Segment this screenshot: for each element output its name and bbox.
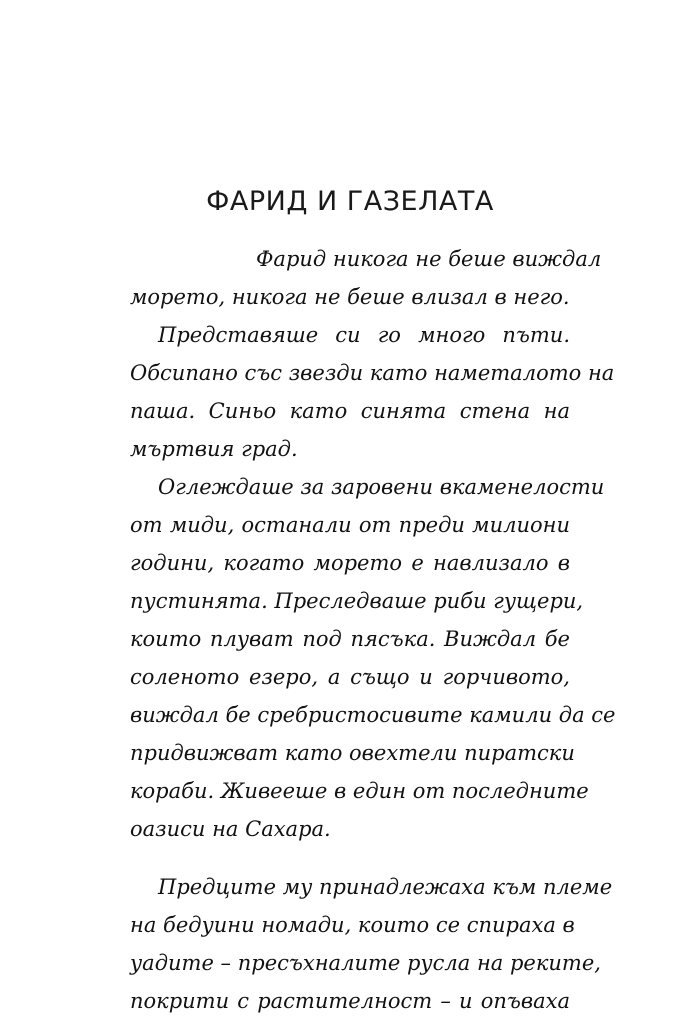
text-line: виждал бе сребристосивите камили да се	[130, 703, 616, 727]
paragraph	[130, 468, 616, 848]
text-line: придвижват като овехтели пиратски	[130, 741, 575, 765]
text-line: соленото езеро, а също и горчивото,	[130, 665, 570, 689]
text-line: Фарид никога не беше виждал	[256, 247, 602, 271]
section-break	[130, 848, 570, 868]
text-line: Обсипано със звезди като наметалото на	[130, 361, 615, 385]
text-line: уадите – пресъхналите русла на реките,	[130, 951, 601, 975]
text-line: морето, никога не беше влизал в него.	[130, 285, 570, 309]
text-line: покрити с растителност – и опъваха	[130, 989, 570, 1013]
paragraph	[130, 868, 613, 1020]
paragraph	[130, 240, 602, 316]
text-line: паша. Синьо като синята стена на	[130, 399, 570, 423]
paragraph	[130, 316, 615, 468]
body-text	[130, 240, 616, 1020]
text-line: Представяше си го много пъти.	[158, 323, 570, 347]
chapter-title: ФАРИД И ГАЗЕЛАТА	[206, 186, 494, 217]
text-line: Предците му принадлежаха към племе	[158, 875, 613, 899]
text-line: от миди, останали от преди милиони	[130, 513, 570, 537]
text-line: кораби. Живееше в един от последните	[130, 779, 589, 803]
text-line: пустинята. Преследваше риби гущери,	[130, 589, 584, 613]
text-line: Оглеждаше за заровени вкаменелости	[158, 475, 605, 499]
text-line: мъртвия град.	[130, 437, 298, 461]
text-line: които плуват под пясъка. Виждал бе	[130, 627, 570, 651]
text-line: оазиси на Сахара.	[130, 817, 331, 841]
text-line: на бедуини номади, които се спираха в	[130, 913, 575, 937]
text-line: години, когато морето е навлизало в	[130, 551, 570, 575]
